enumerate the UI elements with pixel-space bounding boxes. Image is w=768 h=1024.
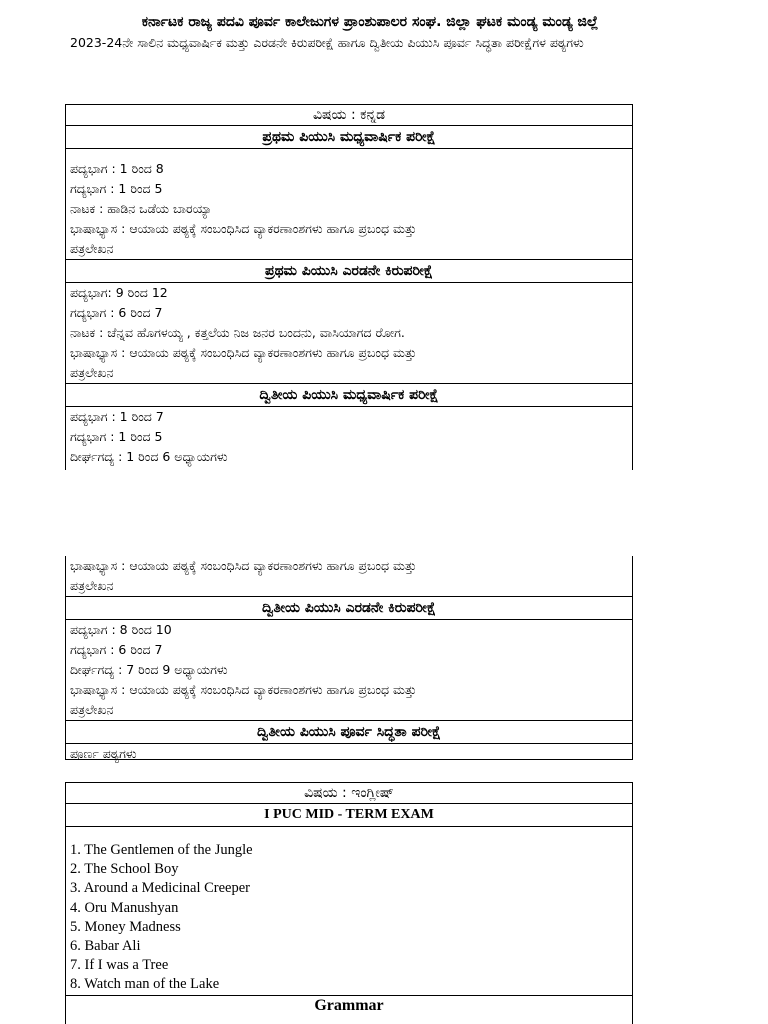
section-line: ಭಾಷಾಭ್ಯಾಸ : ಆಯಾಯ ಪಠ್ಯಕ್ಕೆ ಸಂಬಂಧಿಸಿದ ವ್ಯಾಕರಣಾಂಶಗಳು ಹಾಗೂ ಪ್ರಬಂಧ ಮತ್ತು xyxy=(70,221,417,236)
section-line: ಭಾಷಾಭ್ಯಾಸ : ಆಯಾಯ ಪಠ್ಯಕ್ಕೆ ಸಂಬಂಧಿಸಿದ ವ್ಯಾಕರಣಾಂಶಗಳು ಹಾಗೂ ಪ್ರಬಂಧ ಮತ್ತು xyxy=(70,558,417,573)
doc-subtitle: 2023-24ನೇ ಸಾಲಿನ ಮಧ್ಯವಾರ್ಷಿಕ ಮತ್ತು ಎರಡನೇ ಕಿರುಪರೀಕ್ಷೆ ಹಾಗೂ ದ್ವಿತೀಯ ಪಿಯುಸಿ ಪೂರ್ವ ಸಿದ್ಧತಾ ಪರೀಕ್ಷೆಗಳ ಪಠ್ಯಗಳು xyxy=(70,35,584,50)
lesson-item: 1. The Gentlemen of the Jungle xyxy=(70,842,253,858)
section-line: ಪದ್ಯಭಾಗ : 8 ರಿಂದ 10 xyxy=(70,622,172,637)
section-line: ಪತ್ರಲೇಖನ xyxy=(70,241,114,256)
subject-english: ವಿಷಯ : ಇಂಗ್ಲೀಷ್ xyxy=(66,783,632,804)
section-line: ಪದ್ಯಭಾಗ : 1 ರಿಂದ 8 xyxy=(70,161,164,176)
section-line: ನಾಟಕ : ಚೆನ್ನವ ಹೊಗಳಯ್ಯ , ಕತ್ತಲೆಯ ನಿಜ ಜನರ ಬಂದನು, ವಾಸಿಯಾಗದ ರೋಗ. xyxy=(70,325,405,340)
section-title-2: ಪ್ರಥಮ ಪಿಯುಸಿ ಎರಡನೇ ಕಿರುಪರೀಕ್ಷೆ xyxy=(66,260,632,283)
section-body-3-cont xyxy=(66,556,632,597)
english-table xyxy=(65,782,633,1024)
kannada-table-part1 xyxy=(65,104,633,470)
english-lessons xyxy=(66,827,632,995)
lesson-item: 8. Watch man of the Lake xyxy=(70,976,220,993)
section-line: ಪೂರ್ಣ ಪಠ್ಯಗಳು xyxy=(70,746,137,761)
section-line: ಭಾಷಾಭ್ಯಾಸ : ಆಯಾಯ ಪಠ್ಯಕ್ಕೆ ಸಂಬಂಧಿಸಿದ ವ್ಯಾಕರಣಾಂಶಗಳು ಹಾಗೂ ಪ್ರಬಂಧ ಮತ್ತು xyxy=(70,345,417,360)
section-line: ದೀರ್ಘಗದ್ಯ : 7 ರಿಂದ 9 ಅಧ್ಯಾಯಗಳು xyxy=(70,662,228,677)
section-line: ಗದ್ಯಭಾಗ : 1 ರಿಂದ 5 xyxy=(70,429,163,444)
section-line: ದೀರ್ಘಗದ್ಯ : 1 ರಿಂದ 6 ಅಧ್ಯಾಯಗಳು xyxy=(70,449,228,464)
subject-kannada: ವಿಷಯ : ಕನ್ನಡ xyxy=(66,105,632,126)
document-header xyxy=(0,12,700,51)
section-line: ಪದ್ಯಭಾಗ : 1 ರಿಂದ 7 xyxy=(70,409,164,424)
section-line: ಪದ್ಯಭಾಗ: 9 ರಿಂದ 12 xyxy=(70,285,168,300)
lesson-item: 7. If I was a Tree xyxy=(70,957,169,974)
lesson-item: 6. Babar Ali xyxy=(70,938,141,955)
section-line: ಪತ್ರಲೇಖನ xyxy=(70,702,114,717)
section-title-5: ದ್ವಿತೀಯ ಪಿಯುಸಿ ಪೂರ್ವ ಸಿದ್ಧತಾ ಪರೀಕ್ಷೆ xyxy=(66,721,632,744)
section-body-1 xyxy=(66,149,632,260)
section-line: ಗದ್ಯಭಾಗ : 1 ರಿಂದ 5 xyxy=(70,181,163,196)
lesson-item: 2. The School Boy xyxy=(70,861,179,878)
lesson-item: 4. Oru Manushyan xyxy=(70,899,179,916)
section-title-1: ಪ್ರಥಮ ಪಿಯುಸಿ ಮಧ್ಯವಾರ್ಷಿಕ ಪರೀಕ್ಷೆ xyxy=(66,126,632,149)
lesson-item: 3. Around a Medicinal Creeper xyxy=(70,880,250,897)
lesson-item: 5. Money Madness xyxy=(70,918,181,935)
section-line: ಪತ್ರಲೇಖನ xyxy=(70,578,114,593)
section-body-5 xyxy=(66,744,632,764)
org-title: ಕರ್ನಾಟಕ ರಾಜ್ಯ ಪದವಿ ಪೂರ್ವ ಕಾಲೇಜುಗಳ ಪ್ರಾಂಶುಪಾಲರ ಸಂಘ. ಜಿಲ್ಲಾ ಘಟಕ ಮಂಡ್ಯ ಮಂಡ್ಯ ಜಿಲ್ಲೆ xyxy=(141,14,599,30)
section-line: ಭಾಷಾಭ್ಯಾಸ : ಆಯಾಯ ಪಠ್ಯಕ್ಕೆ ಸಂಬಂಧಿಸಿದ ವ್ಯಾಕರಣಾಂಶಗಳು ಹಾಗೂ ಪ್ರಬಂಧ ಮತ್ತು xyxy=(70,682,417,697)
kannada-table-part2 xyxy=(65,556,633,760)
exam-title-english: I PUC MID - TERM EXAM xyxy=(66,804,632,827)
section-line: ಪತ್ರಲೇಖನ xyxy=(70,365,114,380)
section-body-4 xyxy=(66,620,632,721)
section-title-4: ದ್ವಿತೀಯ ಪಿಯುಸಿ ಎರಡನೇ ಕಿರುಪರೀಕ್ಷೆ xyxy=(66,597,632,620)
section-title-3: ದ್ವಿತೀಯ ಪಿಯುಸಿ ಮಧ್ಯವಾರ್ಷಿಕ ಪರೀಕ್ಷೆ xyxy=(66,384,632,407)
grammar-heading: Grammar xyxy=(66,995,632,1016)
section-line: ಗದ್ಯಭಾಗ : 6 ರಿಂದ 7 xyxy=(70,642,163,657)
section-body-3 xyxy=(66,407,632,467)
section-body-2 xyxy=(66,283,632,384)
section-line: ನಾಟಕ : ಹಾಡಿನ ಒಡೆಯ ಬಾರಯ್ಯಾ xyxy=(70,201,213,216)
section-line: ಗದ್ಯಭಾಗ : 6 ರಿಂದ 7 xyxy=(70,305,163,320)
